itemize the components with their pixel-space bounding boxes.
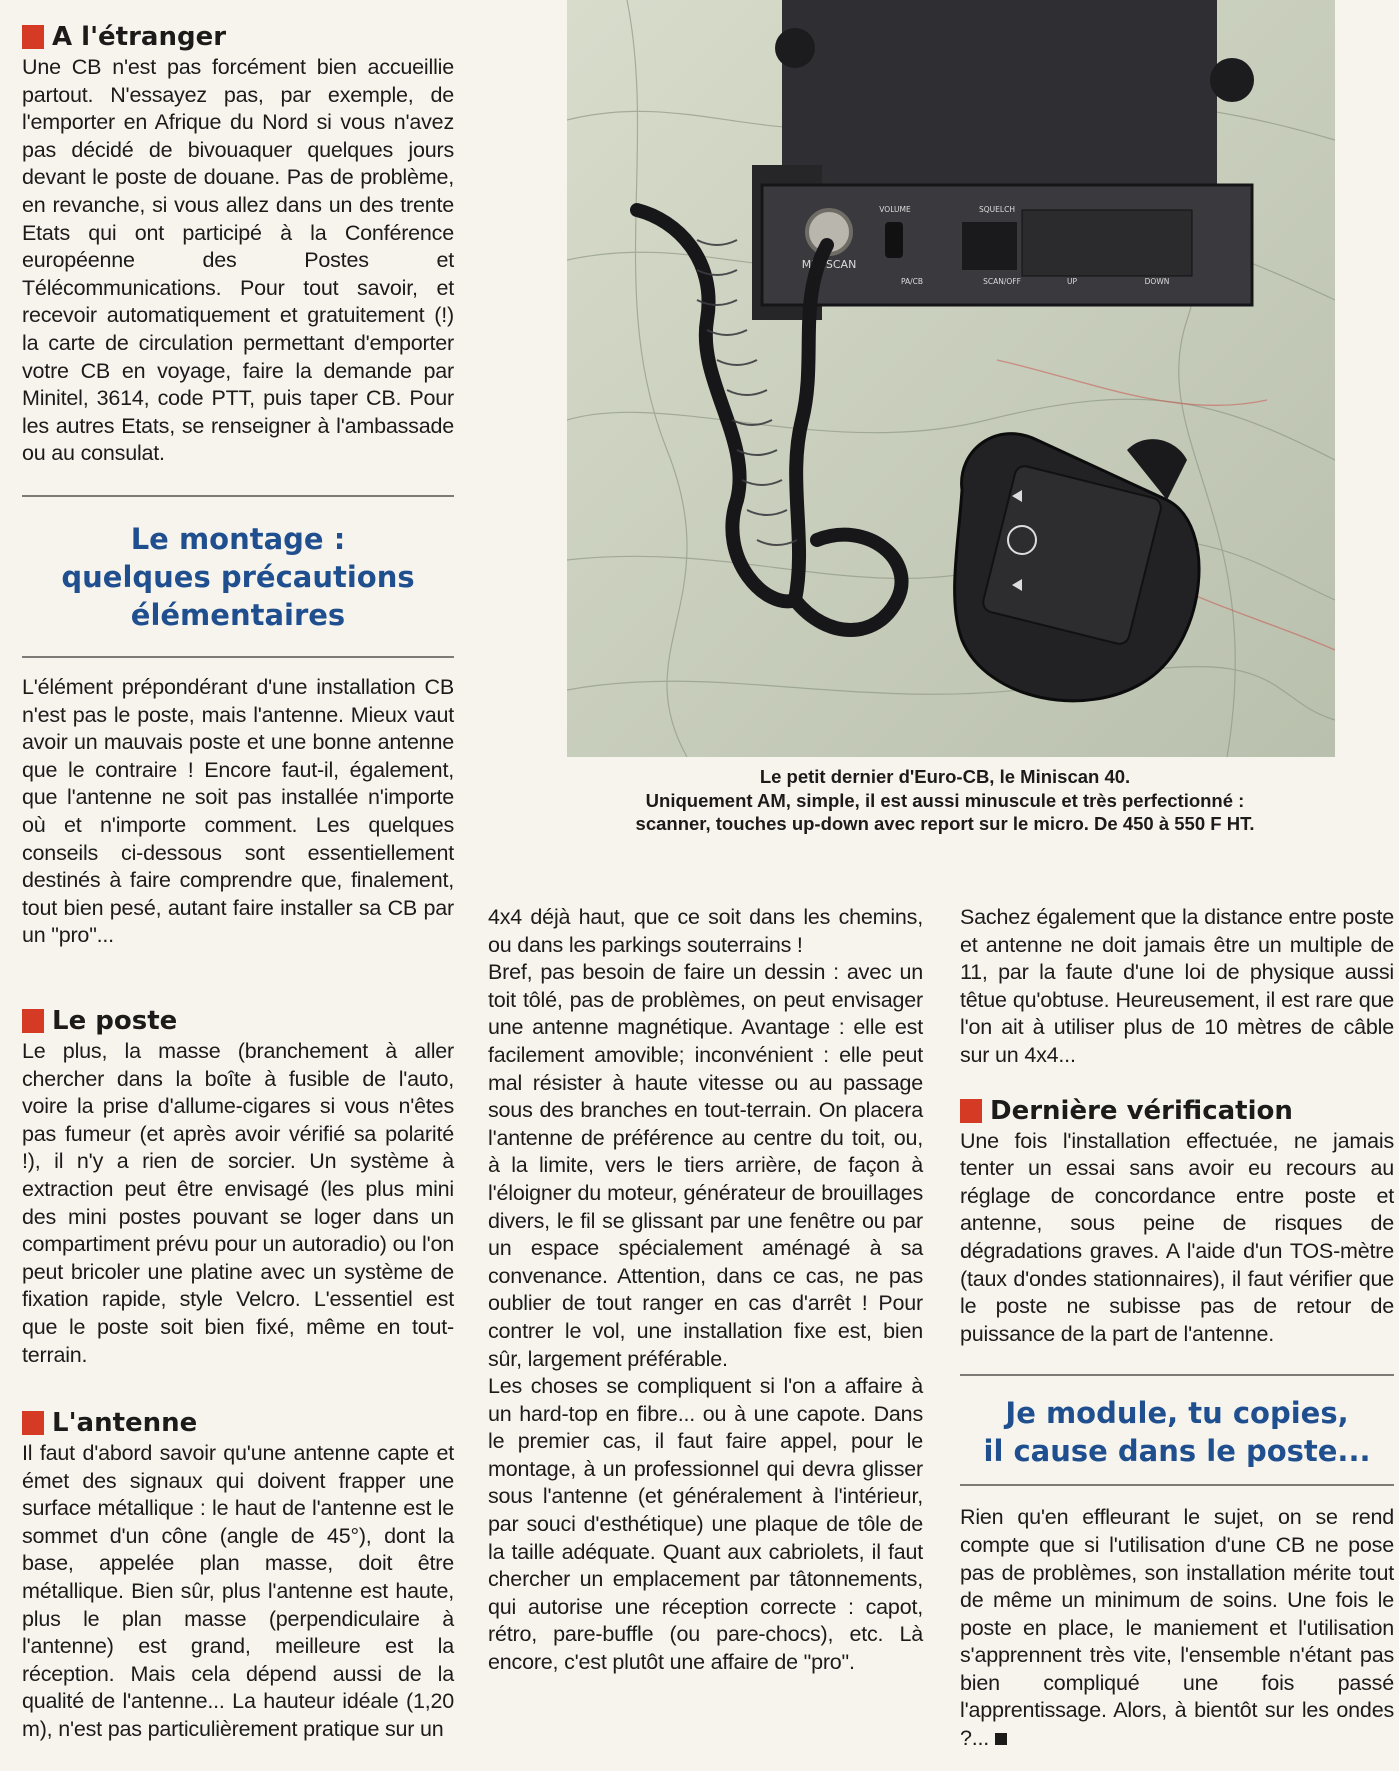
paragraph-antenne: Il faut d'abord savoir qu'une antenne capte et émet des signaux qui doivent frapper une surface métallique : le haut de l'antenne est le sommet d'un cône (angle de 45°), dont la base, appelée plan masse, doit être métallique. Bien sûr, plus l'antenne est haute, plus le plan masse (perpendiculaire à l'antenne) est grand, meilleure est la réception. Mais cela dépend aussi de la qualité de l'antenne... La hauteur idéale (1,20 m), n'est pas particulièrement pratique sur un: [22, 1441, 454, 1741]
button-panel: [1022, 210, 1192, 276]
svg-text:SCAN/OFF: SCAN/OFF: [983, 277, 1021, 286]
paragraph-final: [960, 1504, 1394, 1752]
cb-radio-illustration: [567, 0, 1335, 757]
red-square-marker: [22, 1009, 44, 1033]
section-heading-etranger: [22, 22, 454, 52]
divider-line: [960, 1374, 1394, 1376]
radio-photo: [567, 0, 1335, 757]
paragraph-poste: Le plus, la masse (branchement à aller chercher dans la boîte à fusible de l'auto, voire la prise d'allume-cigares si vous n'êtes pas fumeur (et après avoir vérifié sa polarité !), il n'y a rien de sorcier. Un système à extraction peut être envisagé (les plus mini des mini postes pouvant se loger dans un compartiment prévu pour un autoradio) ou l'on peut bricoler une platine avec un système de fixation rapide, style Velcro. L'essentiel est que le poste soit bien fixé, même en tout-terrain.: [22, 1039, 454, 1367]
volume-knob: [885, 222, 903, 258]
heading-text: Dernière vérification: [990, 1095, 1293, 1126]
section-heading-verification: [960, 1096, 1394, 1126]
red-square-marker: [22, 25, 44, 49]
section-heading-antenne: [22, 1408, 454, 1438]
headline-module-1: Je module, tu copies,: [1005, 1396, 1349, 1431]
headline-montage-2: quelques précautions: [61, 560, 415, 594]
svg-text:MINISCAN: MINISCAN: [801, 258, 857, 271]
paragraph-middle-3: Les choses se compliquent si l'on a affaire à un hard-top en fibre... ou à une capote. Dans le premier cas, il faut faire appel, pour le montage, à un professionnel qui devra glisser sous l'antenne (et généralement à l'intérieur, par souci d'esthétique) une plaque de tôle de la taille adéquate. Quant aux cabriolets, il faut chercher un emplacement par tâtonnements, qui autorise une réception correcte : capot, rétro, pare-buffle (ou pare-chocs), etc. Là encore, c'est plutôt une affaire de "pro".: [488, 1374, 923, 1675]
svg-text:SQUELCH: SQUELCH: [979, 205, 1015, 214]
svg-text:UP: UP: [1066, 277, 1078, 286]
svg-text:DOWN: DOWN: [1144, 277, 1170, 286]
red-square-marker: [22, 1411, 44, 1435]
caption-line: Uniquement AM, simple, il est aussi minuscule et très perfectionné :: [645, 789, 1245, 811]
paragraph-middle-1: 4x4 déjà haut, que ce soit dans les chemins, ou dans les parkings souterrains !: [488, 905, 923, 957]
heading-text: Le poste: [52, 1006, 178, 1036]
paragraph-verification: Une fois l'installation effectuée, ne jamais tenter un essai sans avoir eu recours au réglage de concordance entre poste et antenne, sous peine de risques de dégradations graves. A l'aide d'un TOS-mètre (taux d'ondes stationnaires), il faut vérifier que le poste ne subisse pas de retour de puissance de la part de l'antenne.: [960, 1128, 1394, 1346]
heading-text: L'antenne: [52, 1408, 198, 1438]
red-square-marker: [960, 1099, 982, 1123]
squelch-control: [962, 222, 1017, 270]
divider-line: [22, 495, 454, 497]
end-of-article-mark: [995, 1733, 1007, 1745]
paragraph-middle-2: Bref, pas besoin de faire un dessin : avec un toit tôlé, pas de problèmes, on peut envisager une antenne magnétique. Avantage : elle est facilement amovible; inconvénient : elle peut mal résister à haute vitesse ou au passage sous des branches en tout-terrain. On placera l'antenne de préférence au centre du toit, ou, à la limite, vers le tiers arrière, de façon à l'éloigner du moteur, générateur de brouillages divers, le fil se glissant par une fenêtre ou par un espace spécialement aménagé à sa convenance. Attention, dans ce cas, ne pas oublier de tout ranger en cas d'arrêt ! Pour contrer le vol, une installation fixe est, bien sûr, largement préférable.: [488, 960, 923, 1371]
heading-text: A l'étranger: [52, 22, 227, 52]
headline-module-2: il cause dans le poste...: [983, 1434, 1371, 1469]
caption-line: scanner, touches up-down avec report sur le micro. De 450 à 550 F HT.: [635, 813, 1255, 834]
paragraph-right-1: Sachez également que la distance entre poste et antenne ne doit jamais être un multiple de 11, par la faute d'une loi de physique aussi têtue qu'obtuse. Heureusement, il est rare que l'on ait à utiliser plus de 10 mètres de câble sur un 4x4...: [960, 905, 1394, 1067]
section-heading-poste: [22, 1006, 454, 1036]
headline-montage-1: Le montage :: [130, 522, 346, 556]
divider-line: [22, 656, 454, 658]
caption-line: Le petit dernier d'Euro-CB, le Miniscan 40.: [759, 766, 1131, 787]
photo-caption: [580, 765, 1310, 836]
paragraph-etranger: Une CB n'est pas forcément bien accueillie partout. N'essayez pas, par exemple, de l'emporter en Afrique du Nord si vous n'avez pas décidé de bivouaquer quelques jours devant le poste de douane. Pas de problème, en revanche, si vous allez dans un des trente Etats qui ont participé à la Conférence européenne des Postes et Télécommunications. Pour tout savoir, et recevoir automatiquement et gratuitement (!) la carte de circulation permettant d'emporter votre CB en voyage, faire la demande par Minitel, 3614, code PTT, puis taper CB. Pour les autres Etats, se renseigner à l'ambassade ou au consulat.: [22, 55, 454, 466]
final-text: Rien qu'en effleurant le sujet, on se rend compte que si l'utilisation d'une CB ne pose pas de problèmes, son installation mérite tout de même un minimum de soins. Une fois le poste en place, le maniement et l'utilisation s'apprennent très vite, l'ensemble n'étant pas bien compliqué une fois passé l'apprentissage. Alors, à bientôt sur les ondes ?...: [960, 1505, 1394, 1751]
headline-montage-3: élémentaires: [130, 598, 346, 632]
divider-line: [960, 1484, 1394, 1486]
right-column: [960, 904, 1394, 1753]
svg-text:VOLUME: VOLUME: [879, 205, 911, 214]
paragraph-montage: L'élément prépondérant d'une installation CB n'est pas le poste, mais l'antenne. Mieux vaut avoir un mauvais poste et une bonne antenne que le contraire ! Encore faut-il, également, que l'antenne ne soit pas installée n'importe où et n'importe comment. Les quelques conseils ci-dessous sont essentiellement destinés à faire comprendre que, finalement, tout bien pesé, autant faire installer sa CB par un "pro"...: [22, 675, 454, 948]
middle-column: [488, 904, 923, 1677]
svg-text:PA/CB: PA/CB: [900, 277, 924, 286]
